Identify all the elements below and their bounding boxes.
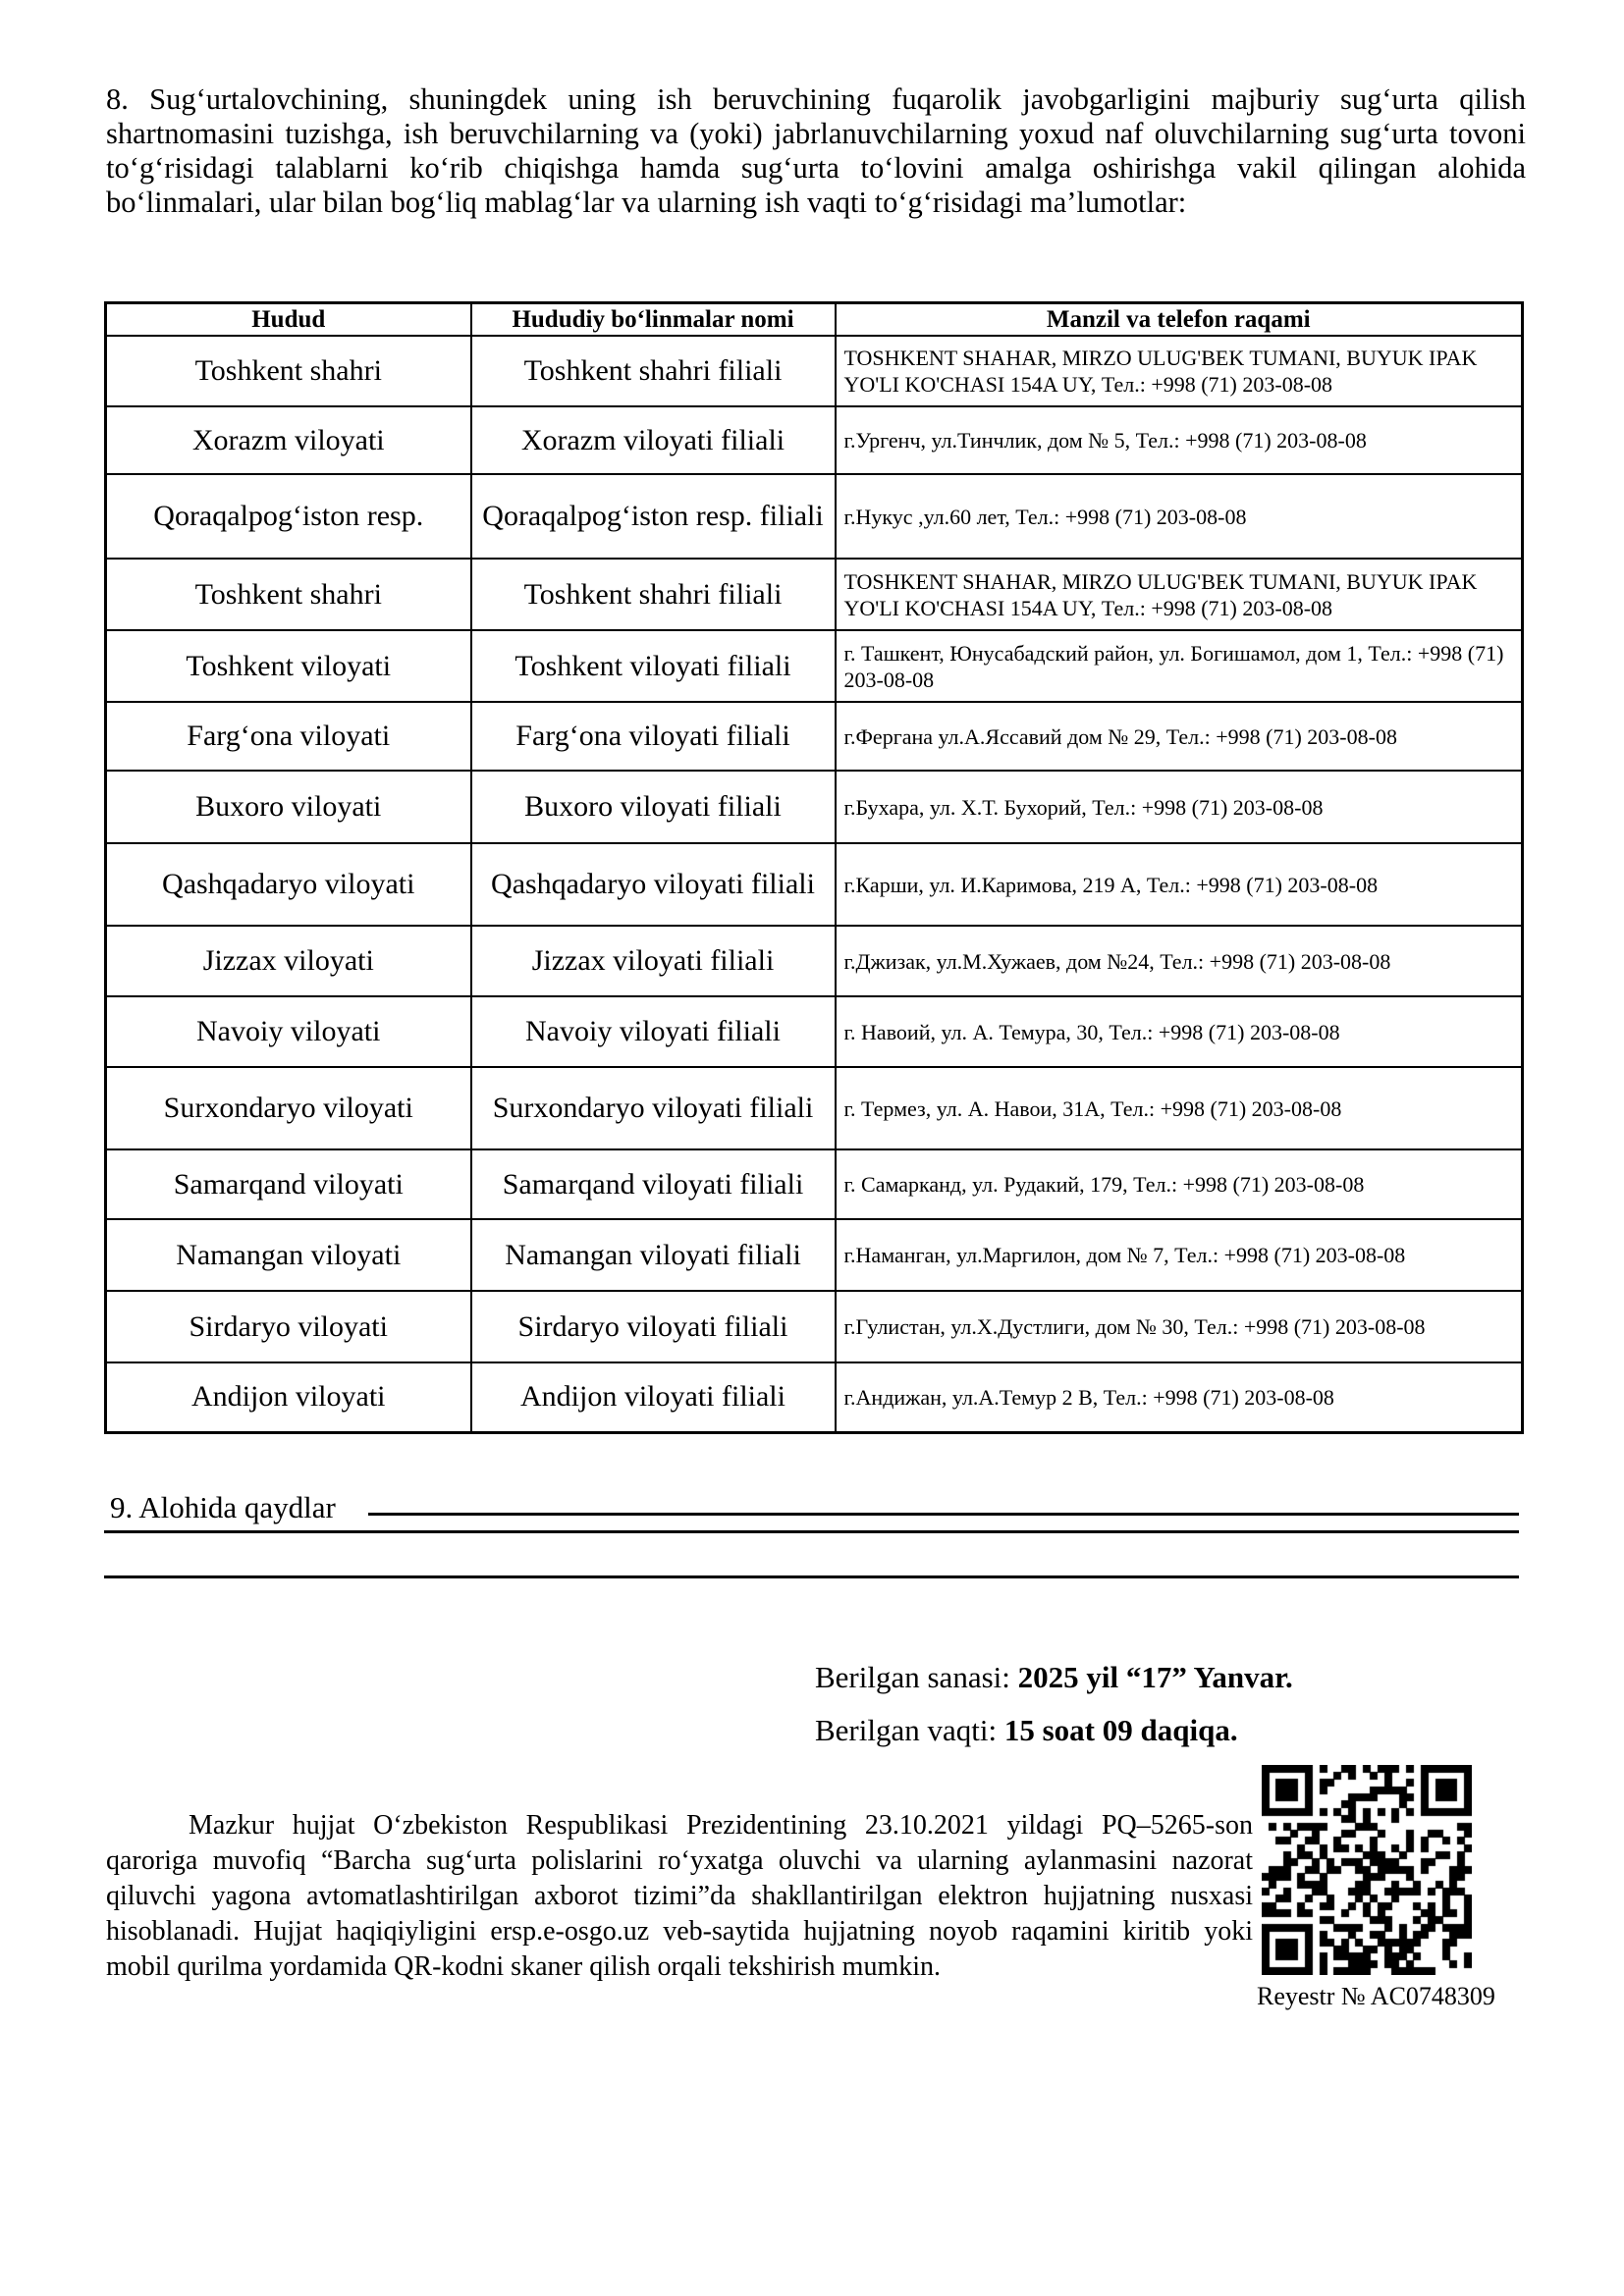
region-cell: Navoiy viloyati: [106, 996, 471, 1067]
address-cell: TOSHKENT SHAHAR, MIRZO ULUG'BEK TUMANI, BUYUK IPAK YO'LI KO'CHASI 154A UY, Тел.: +998 (71) 203-08-08: [836, 336, 1523, 406]
table-row: [106, 1219, 1523, 1291]
registry-number: Reyestr № AC0748309: [1257, 1982, 1495, 2010]
table-row: [106, 474, 1523, 559]
region-cell: Qoraqalpog‘iston resp.: [106, 474, 471, 559]
branch-cell: Toshkent viloyati filiali: [471, 630, 836, 702]
address-cell: г.Нукус ,ул.60 лет, Тел.: +998 (71) 203-08-08: [836, 474, 1523, 559]
issued-date-row: [815, 1651, 1293, 1704]
address-cell: г. Самарканд, ул. Рудакий, 179, Тел.: +998 (71) 203-08-08: [836, 1149, 1523, 1219]
region-cell: Toshkent shahri: [106, 559, 471, 630]
branch-cell: Samarqand viloyati filiali: [471, 1149, 836, 1219]
address-cell: г.Бухара, ул. Х.Т. Бухорий, Тел.: +998 (71) 203-08-08: [836, 771, 1523, 843]
issued-time-row: [815, 1704, 1293, 1757]
issued-time-label: Berilgan vaqti:: [815, 1713, 998, 1747]
branch-cell: Qoraqalpog‘iston resp. filiali: [471, 474, 836, 559]
table-row: [106, 702, 1523, 771]
region-cell: Toshkent shahri: [106, 336, 471, 406]
region-cell: Buxoro viloyati: [106, 771, 471, 843]
region-cell: Toshkent viloyati: [106, 630, 471, 702]
branch-cell: Namangan viloyati filiali: [471, 1219, 836, 1291]
section9-label: 9. Alohida qaydlar: [110, 1490, 336, 1524]
address-cell: г.Карши, ул. И.Каримова, 219 А, Тел.: +998 (71) 203-08-08: [836, 843, 1523, 926]
branch-cell: Navoiy viloyati filiali: [471, 996, 836, 1067]
address-cell: г.Наманган, ул.Маргилон, дом № 7, Тел.: +998 (71) 203-08-08: [836, 1219, 1523, 1291]
notes-line-1: [368, 1513, 1519, 1516]
region-cell: Jizzax viloyati: [106, 926, 471, 996]
branches-table: [104, 301, 1524, 1434]
table-row: [106, 559, 1523, 630]
table-row: [106, 926, 1523, 996]
branch-cell: Xorazm viloyati filiali: [471, 406, 836, 474]
header-manzil-telefon: Manzil va telefon raqami: [836, 303, 1523, 337]
table-row: [106, 843, 1523, 926]
region-cell: Namangan viloyati: [106, 1219, 471, 1291]
table-row: [106, 996, 1523, 1067]
address-cell: г.Ургенч, ул.Тинчлик, дом № 5, Тел.: +998 (71) 203-08-08: [836, 406, 1523, 474]
table-row: [106, 336, 1523, 406]
notes-line-3: [104, 1575, 1519, 1578]
table-row: [106, 406, 1523, 474]
region-cell: Qashqadaryo viloyati: [106, 843, 471, 926]
branch-cell: Qashqadaryo viloyati filiali: [471, 843, 836, 926]
footer-paragraph: Mazkur hujjat O‘zbekiston Respublikasi Prezidentining 23.10.2021 yildagi PQ–5265-son qaroriga muvofiq “Barcha sug‘urta polislarini ro‘yxatga oluvchi va ularning aylanmasini nazorat qiluvchi yagona avtomatlashtirilgan axborot tizimi”da shakllantirilgan elektron hujjatning nusxasi hisoblanadi. Hujjat haqiqiyligini ersp.e-osgo.uz veb-saytida hujjatning noyob raqamini kiritib yoki mobil qurilma yordamida QR-kodni skaner qilish orqali tekshirish mumkin.: [106, 1810, 1253, 1982]
branch-cell: Andijon viloyati filiali: [471, 1362, 836, 1432]
address-cell: г.Фергана ул.А.Яссавий дом № 29, Тел.: +998 (71) 203-08-08: [836, 702, 1523, 771]
table-row: [106, 1291, 1523, 1362]
region-cell: Andijon viloyati: [106, 1362, 471, 1432]
address-cell: г. Навоий, ул. А. Темура, 30, Тел.: +998 (71) 203-08-08: [836, 996, 1523, 1067]
branch-cell: Jizzax viloyati filiali: [471, 926, 836, 996]
header-hudud: Hudud: [106, 303, 471, 337]
issued-date-value: 2025 yil “17” Yanvar.: [1017, 1660, 1293, 1694]
table-row: [106, 1362, 1523, 1432]
address-cell: г. Термез, ул. А. Навои, 31А, Тел.: +998 (71) 203-08-08: [836, 1067, 1523, 1149]
region-cell: Sirdaryo viloyati: [106, 1291, 471, 1362]
address-cell: TOSHKENT SHAHAR, MIRZO ULUG'BEK TUMANI, BUYUK IPAK YO'LI KO'CHASI 154A UY, Тел.: +998 (71) 203-08-08: [836, 559, 1523, 630]
address-cell: г.Джизак, ул.М.Хужаев, дом №24, Тел.: +998 (71) 203-08-08: [836, 926, 1523, 996]
branch-cell: Farg‘ona viloyati filiali: [471, 702, 836, 771]
branch-cell: Surxondaryo viloyati filiali: [471, 1067, 836, 1149]
address-cell: г.Андижан, ул.А.Темур 2 В, Тел.: +998 (71) 203-08-08: [836, 1362, 1523, 1432]
table-row: [106, 630, 1523, 702]
branch-cell: Buxoro viloyati filiali: [471, 771, 836, 843]
table-row: [106, 771, 1523, 843]
table-header-row: [106, 303, 1523, 337]
table-row: [106, 1067, 1523, 1149]
qr-code: [1262, 1765, 1472, 1975]
notes-line-2: [104, 1530, 1519, 1533]
issued-block: [815, 1651, 1293, 1757]
region-cell: Surxondaryo viloyati: [106, 1067, 471, 1149]
section8-paragraph: 8. Sug‘urtalovchining, shuningdek uning ish beruvchining fuqarolik javobgarligini majburiy sug‘urta qilish shartnomasini tuzishga, ish beruvchilarning va (yoki) jabrlanuvchilarning yoxud naf oluvchilarning sug‘urta tovoni to‘g‘risidagi talablarni ko‘rib chiqishga hamda sug‘urta to‘lovini amalga oshirishga vakil qilingan alohida bo‘linmalari, ular bilan bog‘liq mablag‘lar va ularning ish vaqti to‘g‘risidagi ma’lumotlar:: [106, 82, 1526, 219]
branch-cell: Toshkent shahri filiali: [471, 559, 836, 630]
header-bolinmalar-nomi: Hududiy bo‘linmalar nomi: [471, 303, 836, 337]
issued-date-label: Berilgan sanasi:: [815, 1660, 1010, 1694]
region-cell: Samarqand viloyati: [106, 1149, 471, 1219]
table-row: [106, 1149, 1523, 1219]
branch-cell: Sirdaryo viloyati filiali: [471, 1291, 836, 1362]
region-cell: Farg‘ona viloyati: [106, 702, 471, 771]
branch-cell: Toshkent shahri filiali: [471, 336, 836, 406]
issued-time-value: 15 soat 09 daqiqa.: [1003, 1713, 1238, 1747]
address-cell: г. Ташкент, Юнусабадский район, ул. Богишамол, дом 1, Тел.: +998 (71) 203-08-08: [836, 630, 1523, 702]
address-cell: г.Гулистан, ул.Х.Дустлиги, дом № 30, Тел.: +998 (71) 203-08-08: [836, 1291, 1523, 1362]
region-cell: Xorazm viloyati: [106, 406, 471, 474]
